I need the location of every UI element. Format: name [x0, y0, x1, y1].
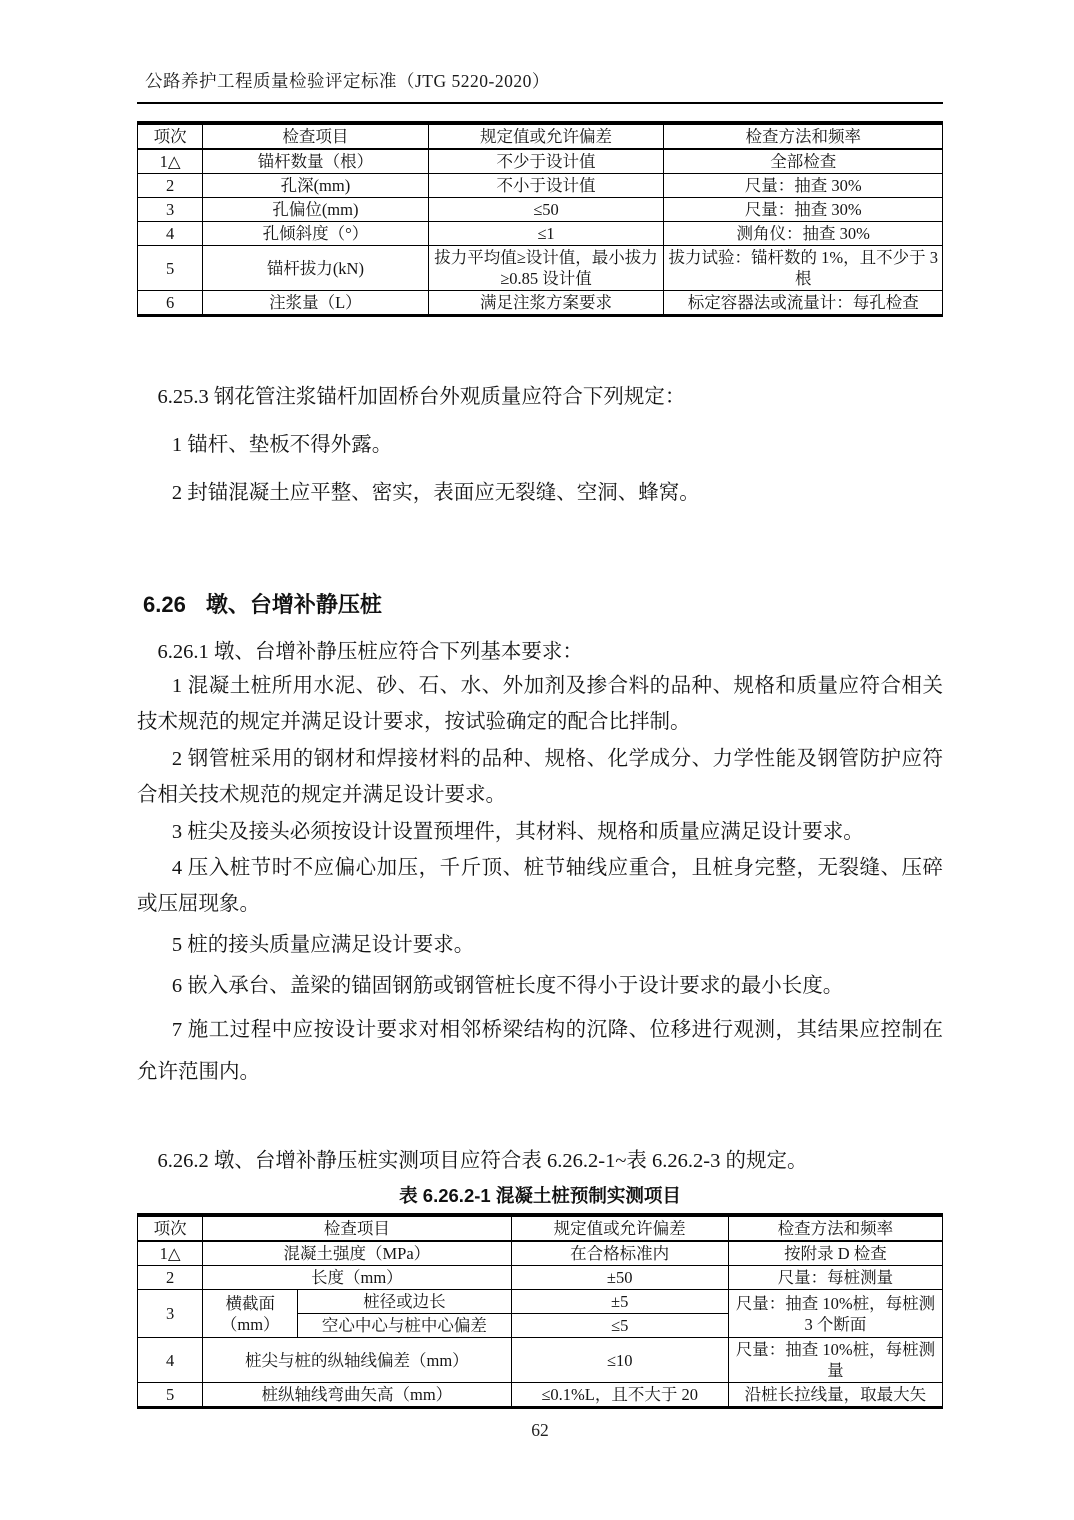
- list-item: 2 封锚混凝土应平整、密实，表面应无裂缝、空洞、蜂窝。: [171, 482, 700, 504]
- table-row: [138, 1338, 943, 1383]
- table-anchor-bolt-inspection: [137, 121, 943, 317]
- list-item: 5 桩的接头质量应满足设计要求。: [171, 934, 475, 957]
- cell-method: 测角仪：抽查 30%: [664, 222, 943, 246]
- table-row: [138, 1383, 943, 1408]
- cell-tolerance: 不小于设计值: [428, 174, 664, 198]
- col-header: 检查方法和频率: [728, 1215, 942, 1241]
- cell-tolerance: ≤5: [511, 1314, 728, 1338]
- list-item: 6 嵌入承台、盖梁的锚固钢筋或钢管桩长度不得小于设计要求的最小长度。: [171, 975, 844, 998]
- table-row: [138, 1241, 943, 1266]
- cell-method: 标定容器法或流量计：每孔检查: [664, 291, 943, 316]
- cell-tolerance: ≤1: [428, 222, 664, 246]
- table-row: [138, 222, 943, 246]
- cell-tolerance: 满足注浆方案要求: [428, 291, 664, 316]
- section-6-26-2-title: 6.26.2 墩、台增补静压桩实测项目应符合表 6.26.2-1~表 6.26.2-3 的规定。: [157, 1150, 808, 1172]
- cell-tolerance: ≤10: [511, 1338, 728, 1383]
- cell-tolerance: ≤50: [428, 198, 664, 222]
- list-item: 3 桩尖及接头必须按设计设置预埋件，其材料、规格和质量应满足设计要求。: [171, 820, 864, 843]
- table-header-row: [138, 123, 943, 149]
- cell-index: 1△: [138, 149, 203, 174]
- cell-index: 3: [138, 1290, 203, 1338]
- col-header: 项次: [138, 1215, 203, 1241]
- list-item: 2 钢管桩采用的钢材和焊接材料的品种、规格、化学成分、力学性能及钢管防护应符合相关技术规范的规定并满足设计要求。: [137, 747, 943, 807]
- cell-item: 混凝土强度（MPa）: [203, 1241, 511, 1266]
- cell-index: 6: [138, 291, 203, 316]
- cell-index: 5: [138, 1383, 203, 1408]
- cell-method: 拔力试验：锚杆数的 1%，且不少于 3 根: [664, 246, 943, 291]
- cell-method: 按附录 D 检查: [728, 1241, 942, 1266]
- cell-sub-item: 空心中心与桩中心偏差: [298, 1314, 511, 1338]
- cell-method: 尺量：每桩测量: [728, 1266, 942, 1290]
- cell-index: 5: [138, 246, 203, 291]
- cell-item: 锚杆数量（根）: [203, 149, 428, 174]
- requirements-list: [137, 668, 943, 1093]
- cell-tolerance: 不少于设计值: [428, 149, 664, 174]
- cell-item: 孔偏位(mm): [203, 198, 428, 222]
- cell-item: 孔倾斜度（°）: [203, 222, 428, 246]
- col-header: 检查项目: [203, 123, 428, 149]
- cell-method: 尺量：抽查 10%桩，每桩测量: [728, 1338, 942, 1383]
- table-precast-concrete-pile: [137, 1213, 943, 1409]
- section-6-26-1-title: 6.26.1 墩、台增补静压桩应符合下列基本要求：: [157, 641, 583, 663]
- col-header: 检查方法和频率: [664, 123, 943, 149]
- cell-method: 全部检查: [664, 149, 943, 174]
- cell-item: 注浆量（L）: [203, 291, 428, 316]
- table-row: [138, 1290, 943, 1314]
- table-caption: 表 6.26.2-1 混凝土桩预制实测项目: [399, 1185, 681, 1206]
- table-header-row: [138, 1215, 943, 1241]
- table-row: [138, 1266, 943, 1290]
- cell-index: 1△: [138, 1241, 203, 1266]
- cell-index: 3: [138, 198, 203, 222]
- col-header: 项次: [138, 123, 203, 149]
- cell-method: 尺量：抽查 30%: [664, 174, 943, 198]
- list-item: 7 施工过程中应按设计要求对相邻桥梁结构的沉降、位移进行观测，其结果应控制在允许范围内。: [137, 1019, 943, 1084]
- list-item: 1 锚杆、垫板不得外露。: [171, 434, 393, 456]
- cell-tolerance: 在合格标准内: [511, 1241, 728, 1266]
- cell-index: 2: [138, 174, 203, 198]
- cell-method: 尺量：抽查 10%桩，每桩测 3 个断面: [728, 1290, 942, 1338]
- col-header: 规定值或允许偏差: [511, 1215, 728, 1241]
- document-header: 公路养护工程质量检验评定标准（JTG 5220-2020）: [137, 68, 943, 104]
- table-row: [138, 149, 943, 174]
- table-row: [138, 174, 943, 198]
- list-item: 4 压入桩节时不应偏心加压，千斤顶、桩节轴线应重合，且桩身完整，无裂缝、压碎或压屈现象。: [137, 857, 943, 916]
- cell-item: 长度（mm）: [203, 1266, 511, 1290]
- cell-sub-item: 桩径或边长: [298, 1290, 511, 1314]
- page-number: 62: [531, 1420, 549, 1440]
- col-header: 规定值或允许偏差: [428, 123, 664, 149]
- list-item: 1 混凝土桩所用水泥、砂、石、水、外加剂及掺合料的品种、规格和质量应符合相关技术规范的规定并满足设计要求，按试验确定的配合比拌制。: [137, 675, 943, 734]
- section-6-26-heading: [137, 588, 943, 619]
- cell-method: 尺量：抽查 30%: [664, 198, 943, 222]
- cell-index: 2: [138, 1266, 203, 1290]
- table-row: [138, 291, 943, 316]
- cell-tolerance: ≤0.1%L，且不大于 20: [511, 1383, 728, 1408]
- table-row: [138, 246, 943, 291]
- cell-item-group: 横截面（mm）: [203, 1290, 298, 1338]
- cell-item: 孔深(mm): [203, 174, 428, 198]
- cell-tolerance: ±50: [511, 1266, 728, 1290]
- cell-index: 4: [138, 1338, 203, 1383]
- cell-index: 4: [138, 222, 203, 246]
- cell-tolerance: ±5: [511, 1290, 728, 1314]
- section-title-text: 墩、台增补静压桩: [205, 592, 382, 617]
- cell-method: 沿桩长拉线量，取最大矢: [728, 1383, 942, 1408]
- table-row: [138, 198, 943, 222]
- cell-item: 桩尖与桩的纵轴线偏差（mm）: [203, 1338, 511, 1383]
- cell-tolerance: 拔力平均值≥设计值，最小拔力≥0.85 设计值: [428, 246, 664, 291]
- section-6-25-3-title: 6.25.3 钢花管注浆锚杆加固桥台外观质量应符合下列规定：: [157, 386, 686, 408]
- cell-item: 桩纵轴线弯曲矢高（mm）: [203, 1383, 511, 1408]
- section-number: 6.26: [143, 592, 186, 617]
- cell-item: 锚杆拔力(kN): [203, 246, 428, 291]
- col-header: 检查项目: [203, 1215, 511, 1241]
